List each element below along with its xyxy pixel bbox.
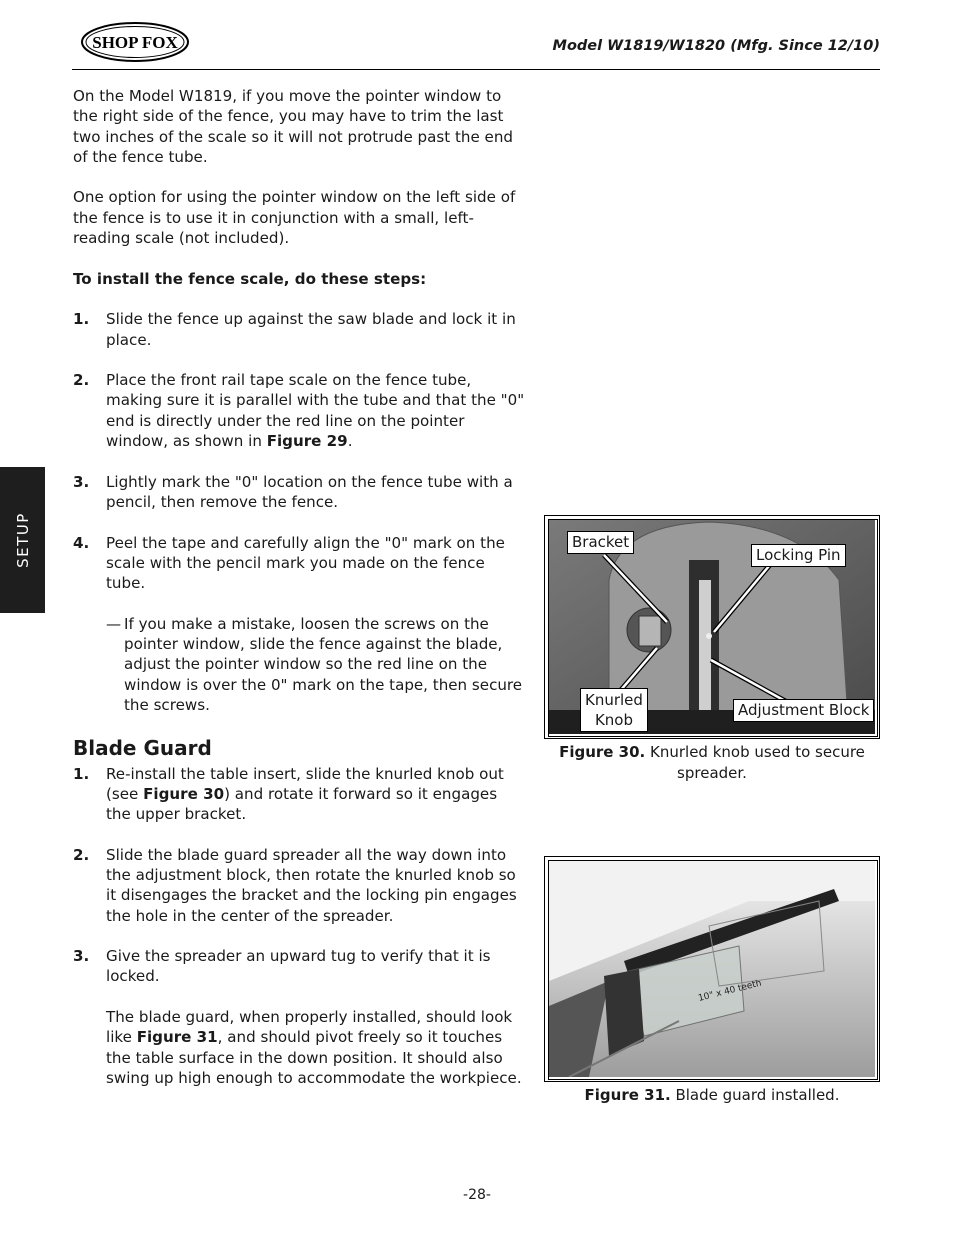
figure-31-caption: Figure 31. Blade guard installed. bbox=[584, 1086, 840, 1104]
callout-locking-pin: Locking Pin bbox=[751, 544, 846, 567]
step-number: 3. bbox=[73, 947, 90, 966]
guard-step-1 bbox=[73, 764, 525, 825]
intro-paragraph-2: One option for using the pointer window on the left side of the fence is to use it in conjunction with a small, left-reading scale (not included). bbox=[73, 188, 516, 248]
dash-bullet: — bbox=[106, 614, 122, 633]
logo-text: SHOP FOX bbox=[92, 33, 178, 52]
model-header: Model W1819/W1820 (Mfg. Since 12/10) bbox=[552, 38, 880, 54]
figure-reference: Figure 29 bbox=[266, 432, 348, 451]
fence-step-1 bbox=[73, 309, 525, 350]
step-text: Slide the fence up against the saw blade and lock it in place. bbox=[106, 310, 516, 349]
caption-label: Figure 31. bbox=[584, 1086, 671, 1104]
caption-label: Figure 30. bbox=[559, 743, 646, 761]
fence-step-2 bbox=[73, 370, 525, 451]
figure-30-photo bbox=[548, 519, 878, 737]
header-rule bbox=[72, 69, 880, 70]
blade-guard-heading: Blade Guard bbox=[73, 735, 212, 760]
step-number: 3. bbox=[73, 472, 90, 491]
figure-30 bbox=[544, 515, 880, 739]
callout-bracket: Bracket bbox=[567, 531, 634, 554]
figure-reference: Figure 31 bbox=[136, 1028, 218, 1047]
step-text: Give the spreader an upward tug to verify that it is locked. bbox=[106, 947, 491, 986]
fence-step-3 bbox=[73, 472, 525, 513]
figure-30-caption: Figure 30. Knurled knob used to secure spreader. bbox=[559, 743, 865, 782]
step-text: Lightly mark the "0" location on the fence tube with a pencil, then remove the fence. bbox=[106, 472, 513, 511]
callout-knurled-knob: Knurled Knob bbox=[580, 688, 648, 732]
main-column bbox=[73, 86, 525, 1088]
callout-adjustment-block: Adjustment Block bbox=[733, 699, 874, 722]
fence-step-4 bbox=[73, 533, 525, 594]
mistake-note bbox=[106, 614, 525, 715]
intro-paragraph-1: On the Model W1819, if you move the pointer window to the right side of the fence, you may have to trim the last two inches of the scale so it will not protrude past the end of the fence tube. bbox=[73, 87, 513, 166]
mistake-note-text: If you make a mistake, loosen the screws on the pointer window, slide the fence against the blade, adjust the pointer window so the red line on the window is over the 0" mark on the tape, then secure the screws. bbox=[124, 614, 523, 714]
step-number: 1. bbox=[73, 764, 90, 783]
figure-31-photo bbox=[548, 860, 878, 1080]
guard-blade-label: 10" x 40 teeth bbox=[697, 978, 763, 1004]
step-number: 4. bbox=[73, 533, 90, 552]
section-tab bbox=[0, 467, 45, 613]
section-tab-label: SETUP bbox=[13, 512, 32, 568]
guard-step-2 bbox=[73, 845, 525, 926]
step-number: 2. bbox=[73, 845, 90, 864]
figure-reference: Figure 30 bbox=[143, 784, 225, 803]
steps-intro: To install the fence scale, do these steps: bbox=[73, 269, 427, 288]
guard-note: The blade guard, when properly installed, should look like Figure 31, and should pivot freely so it touches the table surface in the down position. It should also swing up high enough to accommodate the workpiece. bbox=[106, 1008, 522, 1087]
step-text: Peel the tape and carefully align the "0" mark on the scale with the pencil mark you made on the fence tube. bbox=[106, 533, 505, 593]
step-number: 1. bbox=[73, 310, 90, 329]
figure-31 bbox=[544, 856, 880, 1082]
step-number: 2. bbox=[73, 371, 90, 390]
page-number: -28- bbox=[463, 1187, 491, 1203]
shop-fox-logo bbox=[80, 18, 190, 66]
guard-step-3 bbox=[73, 946, 525, 987]
step-text: Place the front rail tape scale on the fence tube, making sure it is parallel with the tube and that the "0" end is directly under the red line on the pointer window, as shown in Figure 29. bbox=[106, 371, 525, 451]
step-text: Re-install the table insert, slide the knurled knob out (see Figure 30) and rotate it forward so it engages the upper bracket. bbox=[106, 764, 504, 824]
step-text: Slide the blade guard spreader all the way down into the adjustment block, then rotate the knurled knob so it disengages the bracket and the locking pin engages the hole in the center of the spreader. bbox=[106, 845, 517, 925]
